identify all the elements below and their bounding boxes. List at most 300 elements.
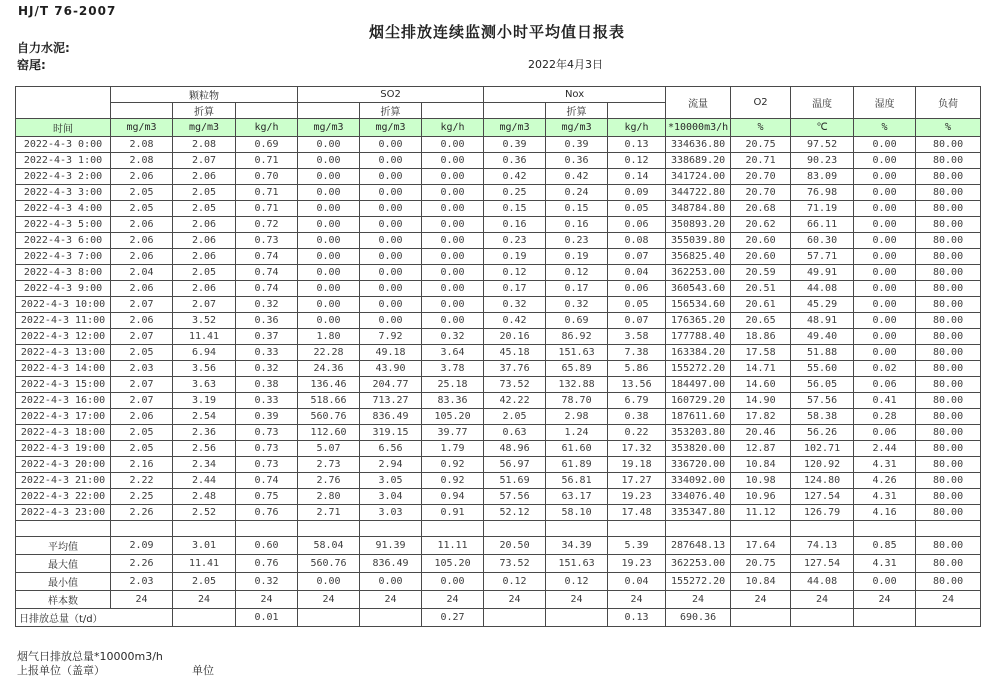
value-cell: [484, 609, 546, 627]
empty-cell: [666, 521, 731, 537]
value-cell: 56.97: [484, 457, 546, 473]
value-cell: 20.61: [731, 297, 791, 313]
value-cell: 1.79: [422, 441, 484, 457]
value-cell: 49.91: [791, 265, 854, 281]
value-cell: 24: [916, 591, 981, 609]
time-cell: 2022-4-3 20:00: [16, 457, 111, 473]
value-cell: 2.06: [111, 249, 173, 265]
value-cell: 2.05: [111, 345, 173, 361]
converted-pm-header: 折算: [173, 103, 236, 119]
value-cell: 105.20: [422, 409, 484, 425]
empty-cell: [791, 521, 854, 537]
value-cell: 0.60: [236, 537, 298, 555]
value-cell: 83.36: [422, 393, 484, 409]
value-cell: 0.33: [236, 393, 298, 409]
value-cell: 24: [546, 591, 608, 609]
data-row: [16, 185, 981, 201]
value-cell: 24: [791, 591, 854, 609]
col-header-unit: kg/h: [236, 119, 298, 137]
value-cell: 71.19: [791, 201, 854, 217]
value-cell: 0.00: [422, 137, 484, 153]
value-cell: 20.71: [731, 153, 791, 169]
data-row: [16, 473, 981, 489]
empty-cell: [916, 521, 981, 537]
value-cell: 836.49: [360, 555, 422, 573]
value-cell: 0.00: [422, 313, 484, 329]
value-cell: 58.10: [546, 505, 608, 521]
value-cell: 3.56: [173, 361, 236, 377]
value-cell: 0.32: [422, 329, 484, 345]
value-cell: 360543.60: [666, 281, 731, 297]
value-cell: 0.22: [608, 425, 666, 441]
value-cell: 518.66: [298, 393, 360, 409]
value-cell: 0.32: [546, 297, 608, 313]
value-cell: 17.32: [608, 441, 666, 457]
value-cell: 2.08: [111, 137, 173, 153]
time-cell: 2022-4-3 8:00: [16, 265, 111, 281]
value-cell: 80.00: [916, 153, 981, 169]
value-cell: 20.65: [731, 313, 791, 329]
time-cell: 2022-4-3 6:00: [16, 233, 111, 249]
value-cell: 2.44: [854, 441, 916, 457]
value-cell: 10.84: [731, 573, 791, 591]
value-cell: 124.80: [791, 473, 854, 489]
value-cell: 80.00: [916, 537, 981, 555]
value-cell: 43.90: [360, 361, 422, 377]
value-cell: 0.00: [422, 201, 484, 217]
time-cell: 2022-4-3 7:00: [16, 249, 111, 265]
empty-cell: [484, 521, 546, 537]
value-cell: 560.76: [298, 555, 360, 573]
col-header-unit: mg/m3: [360, 119, 422, 137]
header-temperature: 温度: [791, 87, 854, 119]
value-cell: 0.13: [608, 609, 666, 627]
empty-cell: [608, 521, 666, 537]
value-cell: [546, 609, 608, 627]
summary-label: 最大值: [16, 555, 111, 573]
header-flow: 流量: [666, 87, 731, 119]
footer-flue-gas-total: 烟气日排放总量*10000m3/h: [17, 650, 163, 663]
value-cell: 56.81: [546, 473, 608, 489]
value-cell: 2.08: [173, 137, 236, 153]
value-cell: 20.70: [731, 169, 791, 185]
time-cell: 2022-4-3 21:00: [16, 473, 111, 489]
value-cell: 17.58: [731, 345, 791, 361]
value-cell: 0.23: [484, 233, 546, 249]
value-cell: 126.79: [791, 505, 854, 521]
col-header-unit: mg/m3: [484, 119, 546, 137]
value-cell: 2.07: [111, 393, 173, 409]
value-cell: 0.74: [236, 249, 298, 265]
data-row: [16, 233, 981, 249]
value-cell: 0.00: [360, 249, 422, 265]
value-cell: 0.00: [360, 265, 422, 281]
time-cell: 2022-4-3 18:00: [16, 425, 111, 441]
value-cell: 0.17: [546, 281, 608, 297]
value-cell: 0.12: [484, 573, 546, 591]
value-cell: 80.00: [916, 217, 981, 233]
value-cell: 0.01: [236, 609, 298, 627]
value-cell: 0.94: [422, 489, 484, 505]
col-header-unit: *10000m3/h: [666, 119, 731, 137]
value-cell: 73.52: [484, 377, 546, 393]
value-cell: 0.76: [236, 505, 298, 521]
value-cell: 0.37: [236, 329, 298, 345]
value-cell: 3.01: [173, 537, 236, 555]
value-cell: 0.00: [360, 201, 422, 217]
summary-label: 样本数: [16, 591, 111, 609]
value-cell: 0.07: [608, 249, 666, 265]
value-cell: 0.00: [360, 185, 422, 201]
value-cell: 24: [360, 591, 422, 609]
value-cell: 80.00: [916, 409, 981, 425]
value-cell: 0.32: [236, 361, 298, 377]
value-cell: 6.94: [173, 345, 236, 361]
value-cell: 2.05: [173, 265, 236, 281]
value-cell: 61.89: [546, 457, 608, 473]
time-cell: 2022-4-3 3:00: [16, 185, 111, 201]
value-cell: 2.73: [298, 457, 360, 473]
value-cell: 0.00: [422, 297, 484, 313]
value-cell: 55.60: [791, 361, 854, 377]
value-cell: 0.04: [608, 573, 666, 591]
value-cell: 0.00: [298, 233, 360, 249]
empty-header-cell: [422, 103, 484, 119]
value-cell: 0.14: [608, 169, 666, 185]
value-cell: 0.06: [608, 281, 666, 297]
value-cell: 80.00: [916, 457, 981, 473]
value-cell: 49.18: [360, 345, 422, 361]
value-cell: 80.00: [916, 185, 981, 201]
value-cell: 0.05: [608, 297, 666, 313]
value-cell: 4.31: [854, 489, 916, 505]
value-cell: 2.06: [173, 169, 236, 185]
data-row: [16, 441, 981, 457]
value-cell: 184497.00: [666, 377, 731, 393]
value-cell: 56.05: [791, 377, 854, 393]
value-cell: 348784.80: [666, 201, 731, 217]
empty-cell: [111, 521, 173, 537]
value-cell: 0.74: [236, 473, 298, 489]
data-row: [16, 265, 981, 281]
data-row: [16, 249, 981, 265]
time-cell: 2022-4-3 12:00: [16, 329, 111, 345]
value-cell: 2.03: [111, 573, 173, 591]
group-so2: SO2: [298, 87, 484, 103]
value-cell: 120.92: [791, 457, 854, 473]
value-cell: 0.12: [546, 573, 608, 591]
value-cell: 24: [731, 591, 791, 609]
value-cell: 24: [173, 591, 236, 609]
value-cell: 0.23: [546, 233, 608, 249]
value-cell: 5.07: [298, 441, 360, 457]
data-row: [16, 409, 981, 425]
value-cell: 2.05: [111, 185, 173, 201]
value-cell: 66.11: [791, 217, 854, 233]
value-cell: 334092.00: [666, 473, 731, 489]
data-row: [16, 505, 981, 521]
value-cell: 0.00: [298, 201, 360, 217]
value-cell: 80.00: [916, 393, 981, 409]
converted-so2-header: 折算: [360, 103, 422, 119]
value-cell: 48.96: [484, 441, 546, 457]
value-cell: 356825.40: [666, 249, 731, 265]
value-cell: 2.05: [111, 441, 173, 457]
value-cell: 19.23: [608, 489, 666, 505]
value-cell: 20.46: [731, 425, 791, 441]
value-cell: 3.58: [608, 329, 666, 345]
value-cell: 2.09: [111, 537, 173, 555]
value-cell: 0.32: [236, 297, 298, 313]
value-cell: 2.06: [173, 233, 236, 249]
value-cell: 2.56: [173, 441, 236, 457]
value-cell: 0.00: [854, 233, 916, 249]
value-cell: 97.52: [791, 137, 854, 153]
value-cell: 132.88: [546, 377, 608, 393]
table-body: [16, 137, 981, 627]
group-particulate: 颗粒物: [111, 87, 298, 103]
value-cell: 80.00: [916, 425, 981, 441]
value-cell: 80.00: [916, 345, 981, 361]
time-cell: 2022-4-3 0:00: [16, 137, 111, 153]
value-cell: 24: [608, 591, 666, 609]
value-cell: 2.48: [173, 489, 236, 505]
col-header-unit: mg/m3: [111, 119, 173, 137]
col-header-unit: kg/h: [608, 119, 666, 137]
value-cell: 39.77: [422, 425, 484, 441]
value-cell: 713.27: [360, 393, 422, 409]
value-cell: 61.60: [546, 441, 608, 457]
value-cell: 0.73: [236, 233, 298, 249]
data-row: [16, 329, 981, 345]
header-load: 负荷: [916, 87, 981, 119]
time-cell: 2022-4-3 19:00: [16, 441, 111, 457]
value-cell: 52.12: [484, 505, 546, 521]
value-cell: 0.00: [854, 185, 916, 201]
data-row: [16, 281, 981, 297]
value-cell: 80.00: [916, 573, 981, 591]
value-cell: 0.00: [854, 201, 916, 217]
empty-header-cell: [484, 103, 546, 119]
value-cell: 24: [484, 591, 546, 609]
value-cell: 63.17: [546, 489, 608, 505]
value-cell: 0.00: [854, 217, 916, 233]
value-cell: 2.05: [111, 425, 173, 441]
value-cell: 57.71: [791, 249, 854, 265]
value-cell: 80.00: [916, 313, 981, 329]
value-cell: 14.60: [731, 377, 791, 393]
data-row: [16, 361, 981, 377]
value-cell: 3.63: [173, 377, 236, 393]
value-cell: 10.96: [731, 489, 791, 505]
value-cell: 344722.80: [666, 185, 731, 201]
value-cell: 17.64: [731, 537, 791, 555]
summary-row: [16, 573, 981, 591]
value-cell: 102.71: [791, 441, 854, 457]
value-cell: 0.04: [608, 265, 666, 281]
value-cell: 163384.20: [666, 345, 731, 361]
value-cell: 0.24: [546, 185, 608, 201]
value-cell: 0.09: [608, 185, 666, 201]
value-cell: 0.00: [854, 329, 916, 345]
value-cell: 20.62: [731, 217, 791, 233]
value-cell: 0.00: [422, 281, 484, 297]
value-cell: 3.52: [173, 313, 236, 329]
value-cell: [731, 609, 791, 627]
value-cell: 2.44: [173, 473, 236, 489]
value-cell: 0.28: [854, 409, 916, 425]
summary-row: [16, 537, 981, 555]
value-cell: 2.06: [111, 233, 173, 249]
value-cell: 20.16: [484, 329, 546, 345]
value-cell: 2.07: [111, 377, 173, 393]
footer-unit-label: 单位: [192, 664, 214, 677]
empty-cell: [546, 521, 608, 537]
data-row: [16, 137, 981, 153]
value-cell: 12.87: [731, 441, 791, 457]
value-cell: 2.71: [298, 505, 360, 521]
data-row: [16, 217, 981, 233]
time-cell: 2022-4-3 10:00: [16, 297, 111, 313]
value-cell: 0.71: [236, 153, 298, 169]
empty-header-cell: [298, 103, 360, 119]
value-cell: 2.05: [111, 201, 173, 217]
value-cell: 0.32: [484, 297, 546, 313]
value-cell: 0.73: [236, 457, 298, 473]
value-cell: 11.41: [173, 329, 236, 345]
value-cell: 0.91: [422, 505, 484, 521]
value-cell: 287648.13: [666, 537, 731, 555]
value-cell: 0.00: [854, 345, 916, 361]
value-cell: 22.28: [298, 345, 360, 361]
value-cell: 24.36: [298, 361, 360, 377]
value-cell: 0.15: [546, 201, 608, 217]
value-cell: 0.00: [854, 313, 916, 329]
value-cell: 51.88: [791, 345, 854, 361]
value-cell: 0.00: [854, 249, 916, 265]
value-cell: 3.03: [360, 505, 422, 521]
value-cell: 0.00: [298, 137, 360, 153]
value-cell: 17.82: [731, 409, 791, 425]
value-cell: 836.49: [360, 409, 422, 425]
value-cell: 0.69: [546, 313, 608, 329]
value-cell: 319.15: [360, 425, 422, 441]
data-row: [16, 425, 981, 441]
value-cell: 151.63: [546, 345, 608, 361]
value-cell: 0.74: [236, 281, 298, 297]
value-cell: 0.00: [360, 313, 422, 329]
value-cell: 73.52: [484, 555, 546, 573]
value-cell: 353203.80: [666, 425, 731, 441]
value-cell: 2.06: [111, 169, 173, 185]
value-cell: 0.00: [360, 153, 422, 169]
value-cell: 0.75: [236, 489, 298, 505]
value-cell: 0.08: [608, 233, 666, 249]
empty-header-cell: [608, 103, 666, 119]
value-cell: 362253.00: [666, 265, 731, 281]
value-cell: 24: [666, 591, 731, 609]
value-cell: 0.63: [484, 425, 546, 441]
value-cell: 127.54: [791, 555, 854, 573]
value-cell: 74.13: [791, 537, 854, 555]
value-cell: 2.05: [173, 573, 236, 591]
value-cell: 0.13: [608, 137, 666, 153]
value-cell: 44.08: [791, 281, 854, 297]
value-cell: 204.77: [360, 377, 422, 393]
value-cell: 0.38: [608, 409, 666, 425]
value-cell: [360, 609, 422, 627]
value-cell: 6.79: [608, 393, 666, 409]
group-header-row: [16, 87, 981, 103]
value-cell: 0.39: [546, 137, 608, 153]
empty-cell: [854, 521, 916, 537]
empty-cell: [731, 521, 791, 537]
time-cell: 2022-4-3 15:00: [16, 377, 111, 393]
value-cell: 0.00: [854, 265, 916, 281]
value-cell: 5.39: [608, 537, 666, 555]
converted-nox-header: 折算: [546, 103, 608, 119]
value-cell: 17.48: [608, 505, 666, 521]
data-row: [16, 345, 981, 361]
value-cell: 2.06: [173, 281, 236, 297]
value-cell: 57.56: [791, 393, 854, 409]
value-cell: 0.00: [854, 137, 916, 153]
value-cell: 0.06: [854, 377, 916, 393]
value-cell: 7.38: [608, 345, 666, 361]
value-cell: 13.56: [608, 377, 666, 393]
value-cell: 80.00: [916, 441, 981, 457]
value-cell: 49.40: [791, 329, 854, 345]
value-cell: 0.00: [298, 169, 360, 185]
value-cell: 0.00: [298, 265, 360, 281]
value-cell: 127.54: [791, 489, 854, 505]
col-header-unit: %: [916, 119, 981, 137]
value-cell: 80.00: [916, 233, 981, 249]
value-cell: 20.60: [731, 233, 791, 249]
value-cell: 0.69: [236, 137, 298, 153]
time-cell: 2022-4-3 23:00: [16, 505, 111, 521]
value-cell: 0.00: [422, 169, 484, 185]
col-header-unit: %: [731, 119, 791, 137]
value-cell: 4.31: [854, 457, 916, 473]
total-row: [16, 609, 981, 627]
value-cell: 2.06: [111, 217, 173, 233]
value-cell: 2.04: [111, 265, 173, 281]
value-cell: 0.07: [608, 313, 666, 329]
value-cell: [854, 609, 916, 627]
value-cell: 0.00: [422, 233, 484, 249]
empty-header-cell: [236, 103, 298, 119]
value-cell: 11.11: [422, 537, 484, 555]
value-cell: 80.00: [916, 377, 981, 393]
company-name: 自力水泥:: [17, 41, 70, 55]
value-cell: 19.23: [608, 555, 666, 573]
value-cell: 80.00: [916, 137, 981, 153]
time-cell: 2022-4-3 14:00: [16, 361, 111, 377]
time-cell: 2022-4-3 1:00: [16, 153, 111, 169]
value-cell: 0.42: [546, 169, 608, 185]
value-cell: 2.06: [111, 313, 173, 329]
value-cell: 19.18: [608, 457, 666, 473]
value-cell: 80.00: [916, 555, 981, 573]
value-cell: 11.41: [173, 555, 236, 573]
value-cell: 14.71: [731, 361, 791, 377]
value-cell: 2.34: [173, 457, 236, 473]
value-cell: 0.92: [422, 473, 484, 489]
value-cell: 14.90: [731, 393, 791, 409]
value-cell: 353820.00: [666, 441, 731, 457]
total-label: 日排放总量（t/d）: [16, 609, 173, 627]
